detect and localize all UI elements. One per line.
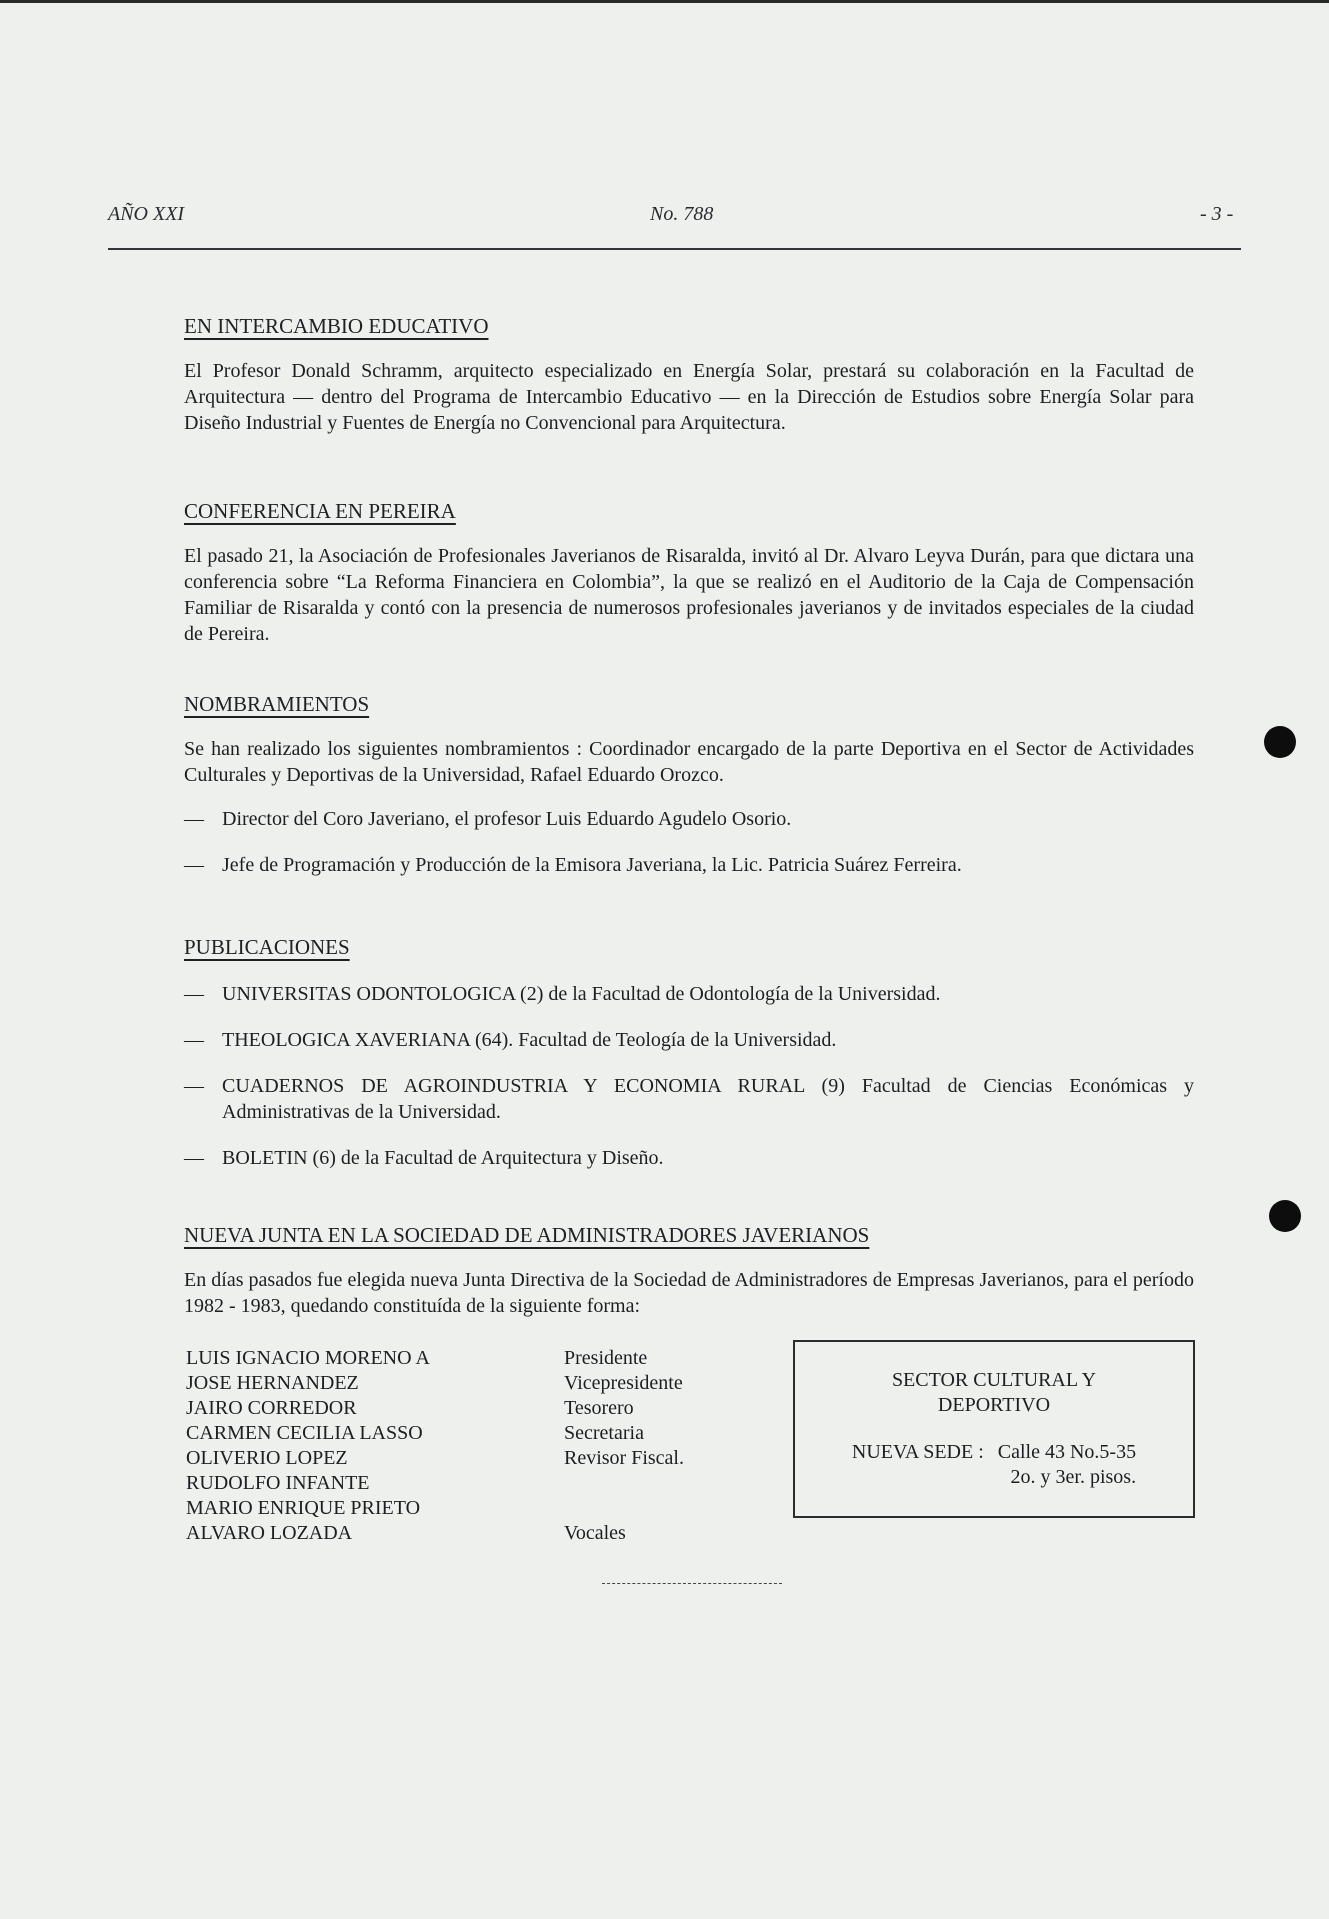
board-row: ALVARO LOZADA Vocales: [186, 1522, 626, 1544]
board-row: CARMEN CECILIA LASSO Secretaria: [186, 1422, 644, 1444]
section-body: El pasado 21, la Asociación de Profesionales Javerianos de Risaralda, invitó al Dr. Alvaro Leyva Durán, para que dictara una conferencia sobre “La Reforma Financiera en Colombia”, la que se realizó en el Auditorio de la Caja de Compensación Familiar de Risaralda y contó con la presencia de numerosos profesionales javerianos y de invitados especiales de la ciudad de Pereira.: [184, 545, 1194, 645]
board-row: JAIRO CORREDOR Tesorero: [186, 1397, 634, 1419]
board-row: OLIVERIO LOPEZ Revisor Fiscal.: [186, 1447, 684, 1469]
section-junta: [184, 1221, 1194, 1319]
section-body: El Profesor Donald Schramm, arquitecto especializado en Energía Solar, prestará su colaboración en la Facultad de Arquitectura — dentro del Programa de Intercambio Educativo — en la Dirección de Estudios sobre Energía Solar para Diseño Industrial y Fuentes de Energía no Convencional para Arquitectura.: [184, 360, 1194, 434]
header-year: AÑO XXI: [108, 203, 185, 225]
board-members-list: [186, 1346, 726, 1546]
notice-address: [795, 1440, 1193, 1490]
board-row: RUDOLFO INFANTE: [186, 1472, 370, 1494]
section-title: EN INTERCAMBIO EDUCATIVO: [184, 314, 489, 338]
notice-box: [793, 1340, 1195, 1518]
punch-hole: [1264, 726, 1296, 758]
section-intro: Se han realizado los siguientes nombramientos : Coordinador encargado de la parte Deportiva en el Sector de Actividades Culturales y Deportivas de la Universidad, Rafael Eduardo Orozco.: [184, 738, 1194, 786]
header-issue-number: No. 788: [650, 203, 714, 225]
section-nombramientos: [184, 690, 1194, 890]
header-rule: [108, 248, 1241, 250]
end-rule: [602, 1583, 782, 1584]
header-page-number: - 3 -: [1200, 203, 1234, 225]
scan-edge-line: [0, 0, 1329, 3]
section-intercambio: [184, 312, 1194, 436]
board-row: JOSE HERNANDEZ Vicepresidente: [186, 1372, 683, 1394]
section-title: NOMBRAMIENTOS: [184, 692, 370, 716]
board-row: MARIO ENRIQUE PRIETO: [186, 1497, 421, 1519]
address-line: Calle 43 No.5-35: [997, 1441, 1137, 1463]
section-conferencia: [184, 497, 1194, 647]
notice-title: SECTOR CULTURAL Y DEPORTIVO: [891, 1369, 1097, 1416]
section-title: CONFERENCIA EN PEREIRA: [184, 499, 456, 523]
list-item: — UNIVERSITAS ODONTOLOGICA (2) de la Facultad de Odontología de la Universidad.: [184, 983, 941, 1005]
list-item: — Jefe de Programación y Producción de la Emisora Javeriana, la Lic. Patricia Suárez Ferreira.: [184, 854, 962, 876]
list-item: — THEOLOGICA XAVERIANA (64). Facultad de Teología de la Universidad.: [184, 1029, 837, 1051]
punch-hole: [1269, 1200, 1301, 1232]
board-row: LUIS IGNACIO MORENO A Presidente: [186, 1347, 648, 1369]
section-publicaciones: [184, 933, 1194, 1183]
section-title: PUBLICACIONES: [184, 935, 350, 959]
list-item: — Director del Coro Javeriano, el profesor Luis Eduardo Agudelo Osorio.: [184, 808, 792, 830]
address-line: 2o. y 3er. pisos.: [1010, 1466, 1137, 1488]
section-title: NUEVA JUNTA EN LA SOCIEDAD DE ADMINISTRADORES JAVERIANOS: [184, 1223, 870, 1247]
notice-label: NUEVA SEDE :: [851, 1441, 984, 1463]
section-body: En días pasados fue elegida nueva Junta Directiva de la Sociedad de Administradores de Empresas Javerianos, para el período 1982 - 1983, quedando constituída de la siguiente forma:: [184, 1269, 1194, 1317]
list-item: — BOLETIN (6) de la Facultad de Arquitectura y Diseño.: [184, 1147, 664, 1169]
list-item: — CUADERNOS DE AGROINDUSTRIA Y ECONOMIA RURAL (9) Facultad de Ciencias Económicas y Administrativas de la Universidad.: [184, 1075, 1194, 1123]
